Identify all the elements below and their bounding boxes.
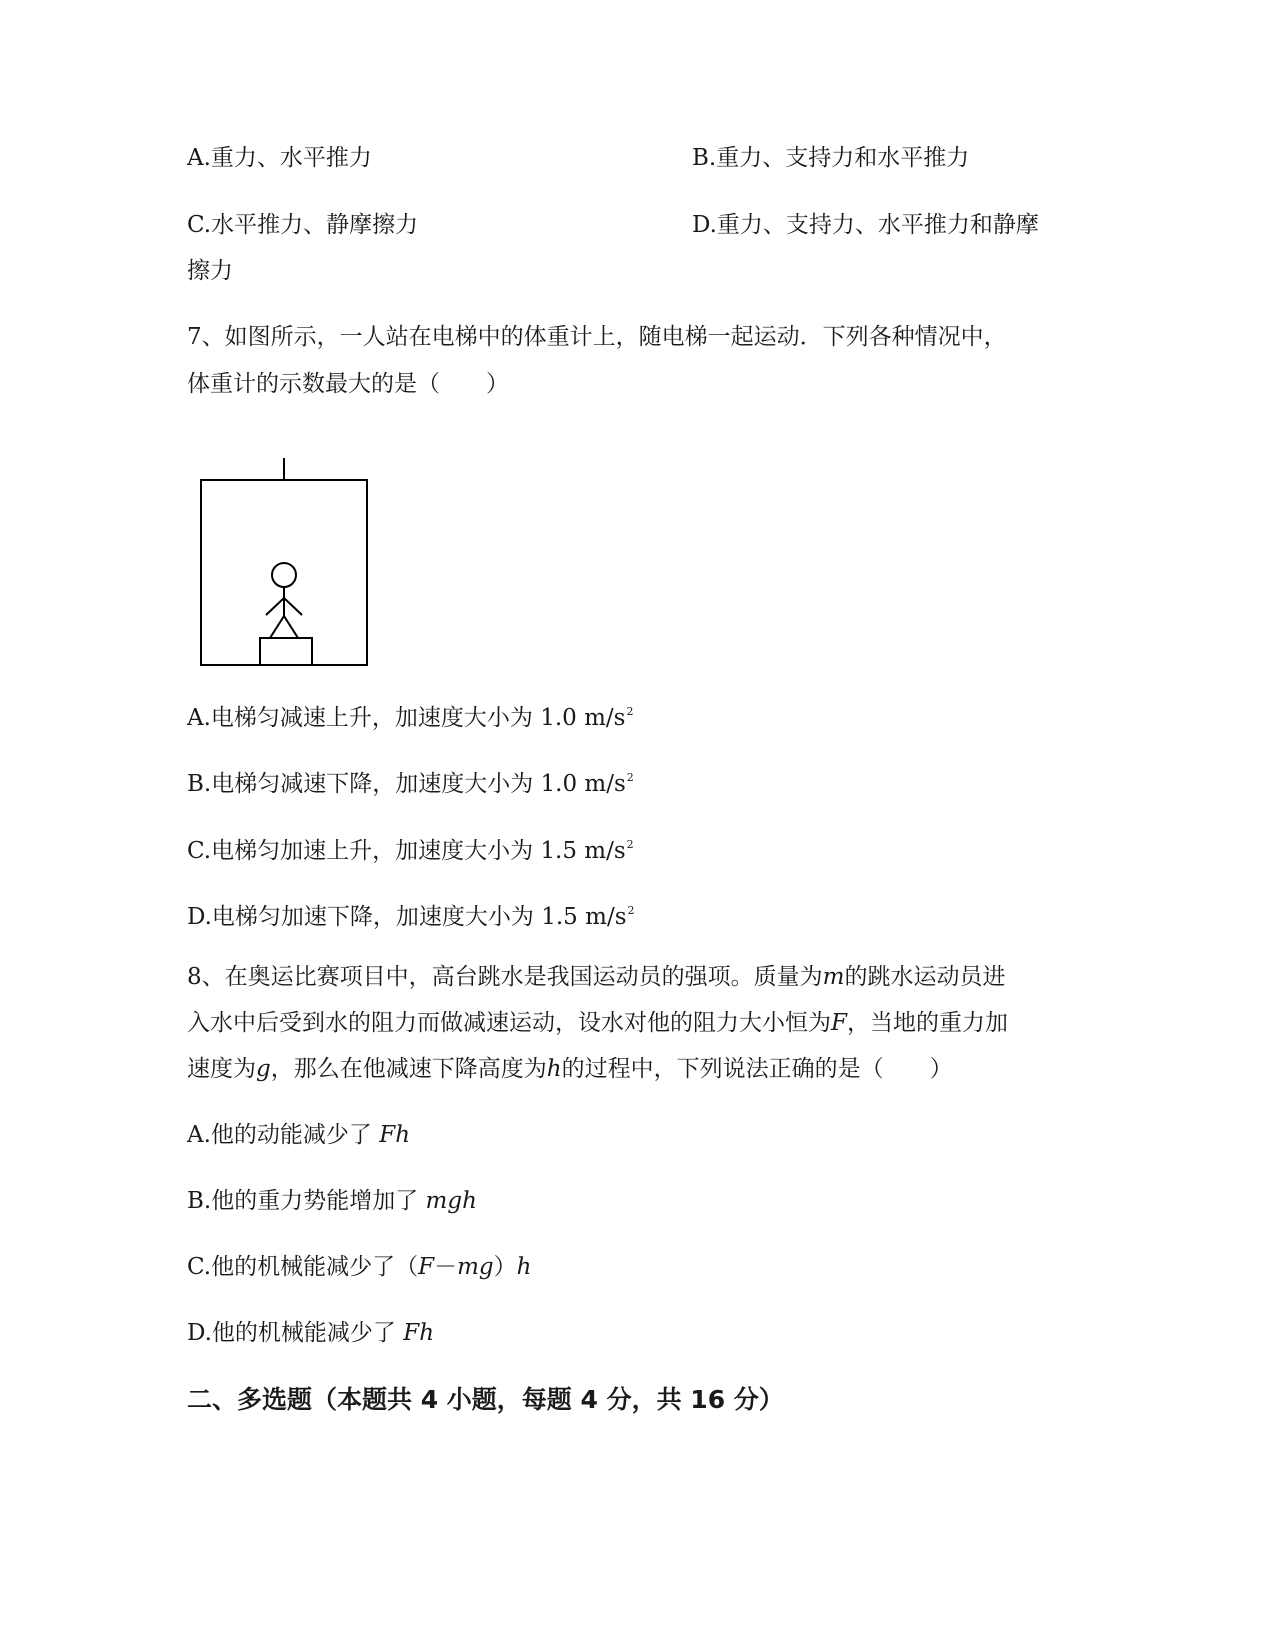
q8-option-a: A.他的动能减少了 Fh: [187, 1122, 411, 1148]
q6-option-c: C.水平推力、静摩擦力: [187, 212, 419, 238]
person-arm-right: [284, 598, 302, 615]
q8-stem-line1: 8、在奥运比赛项目中，高台跳水是我国运动员的强项。质量为m的跳水运动员进: [187, 964, 1006, 990]
q6-option-a: A.重力、水平推力: [187, 145, 372, 171]
q8-option-c: C.他的机械能减少了（F－mg）h: [187, 1254, 532, 1280]
q6-option-d: D.重力、支持力、水平推力和静摩: [692, 212, 1039, 238]
q6-option-d-wrap: 擦力: [187, 258, 233, 284]
q7-option-b: B.电梯匀减速下降，加速度大小为 1.0 $m/s^2$: [187, 771, 634, 797]
person-arm-left: [266, 598, 284, 615]
q8-stem-line2: 入水中后受到水的阻力而做减速运动，设水对他的阻力大小恒为F，当地的重力加: [187, 1010, 1008, 1036]
person-head: [272, 563, 296, 587]
q8-option-b: B.他的重力势能增加了 mgh: [187, 1188, 477, 1214]
q7-option-d: D.电梯匀加速下降，加速度大小为 1.5 $m/s^2$: [187, 904, 635, 930]
q8-stem-line3: 速度为g，那么在他减速下降高度为h的过程中，下列说法正确的是（ ）: [187, 1056, 953, 1082]
person-leg-left: [270, 616, 284, 638]
q8-option-d: D.他的机械能减少了 Fh: [187, 1320, 435, 1346]
q7-option-c: C.电梯匀加速上升，加速度大小为 1.5 $m/s^2$: [187, 838, 634, 864]
section-heading-multiple-choice: 二、多选题（本题共 4 小题，每题 4 分，共 16 分）: [187, 1385, 784, 1414]
q7-stem-line2: 体重计的示数最大的是（ ）: [187, 371, 509, 397]
weighing-scale: [260, 638, 312, 665]
elevator-figure: [200, 458, 370, 674]
person-leg-right: [284, 616, 298, 638]
q7-stem-line1: 7、如图所示，一人站在电梯中的体重计上，随电梯一起运动．下列各种情况中，: [187, 324, 1007, 350]
q6-option-b: B.重力、支持力和水平推力: [692, 145, 970, 171]
q7-option-a: A.电梯匀减速上升，加速度大小为 1.0 $m/s^2$: [187, 705, 634, 731]
